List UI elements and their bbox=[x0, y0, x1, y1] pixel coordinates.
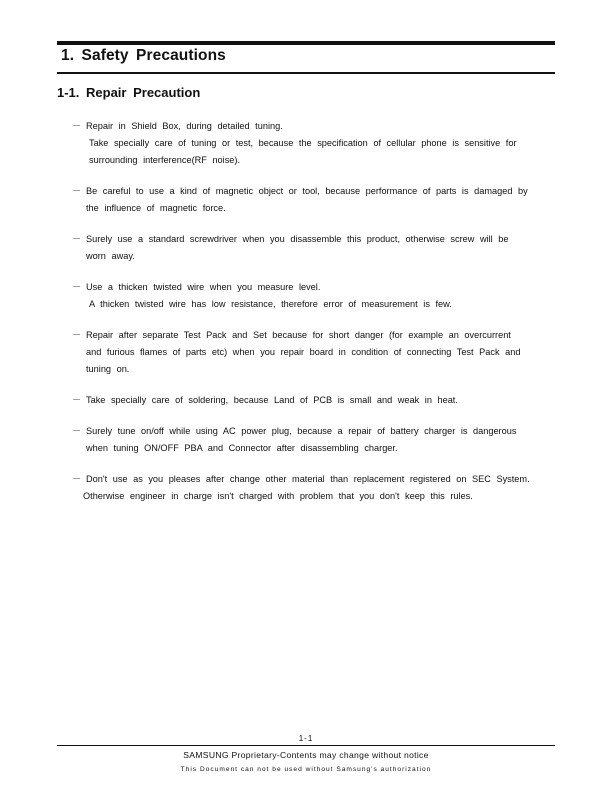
item-text-line: Take specially care of tuning or test, because the specification of cellular phone is sensitive for bbox=[89, 138, 517, 148]
list-item bbox=[70, 392, 555, 409]
item-text-line: Don't use as you pleases after change other material than replacement registered on SEC System. bbox=[86, 474, 530, 484]
item-text-line: Surely tune on/off while using AC power plug, because a repair of battery charger is dangerous bbox=[86, 426, 517, 436]
item-text-line: worn away. bbox=[86, 251, 135, 261]
item-text-line: tuning on. bbox=[86, 364, 130, 374]
item-text-line: A thicken twisted wire has low resistance, therefore error of measurement is few. bbox=[89, 299, 452, 309]
page-title: 1. Safety Precautions bbox=[61, 47, 226, 64]
list-item bbox=[70, 327, 555, 378]
list-item bbox=[70, 118, 555, 169]
item-text-line: when tuning ON/OFF PBA and Connector after disassembling charger. bbox=[86, 443, 398, 453]
item-text-line: the influence of magnetic force. bbox=[86, 203, 226, 213]
item-text-line: and furious flames of parts etc) when you repair board in condition of connecting Test Pack and bbox=[86, 347, 521, 357]
list-item bbox=[70, 423, 555, 457]
page-number: 1-1 bbox=[298, 734, 314, 743]
dash-bullet: － bbox=[72, 426, 82, 436]
item-text-line: Be careful to use a kind of magnetic object or tool, because performance of parts is damaged by bbox=[86, 186, 528, 196]
dash-bullet: － bbox=[72, 234, 82, 244]
item-text-line: Use a thicken twisted wire when you measure level. bbox=[86, 282, 321, 292]
precaution-list bbox=[70, 118, 555, 505]
dash-bullet: － bbox=[72, 395, 82, 405]
footer-authorization: This Document can not be used without Samsung's authorization bbox=[180, 766, 432, 773]
footer-notice: SAMSUNG Proprietary-Contents may change without notice bbox=[183, 750, 429, 760]
dash-bullet: － bbox=[72, 330, 82, 340]
item-text-line: surrounding interference(RF noise). bbox=[89, 155, 241, 165]
item-text-line: Otherwise engineer in charge isn't charged with problem that you don't keep this rules. bbox=[83, 491, 473, 501]
list-item bbox=[70, 231, 555, 265]
section-heading: 1-1. Repair Precaution bbox=[57, 85, 201, 100]
list-item bbox=[70, 471, 555, 505]
title-rule bbox=[57, 72, 555, 74]
footer-rule bbox=[57, 745, 555, 746]
dash-bullet: － bbox=[72, 186, 82, 196]
item-text-line: Repair after separate Test Pack and Set because for short danger (for example an overcurrent bbox=[86, 330, 511, 340]
item-text-line: Take specially care of soldering, because Land of PCB is small and weak in heat. bbox=[86, 395, 458, 405]
dash-bullet: － bbox=[72, 474, 82, 484]
top-rule bbox=[57, 41, 555, 45]
list-item bbox=[70, 279, 555, 313]
item-text-line: Surely use a standard screwdriver when you disassemble this product, otherwise screw will be bbox=[86, 234, 509, 244]
dash-bullet: － bbox=[72, 121, 82, 131]
item-text-line: Repair in Shield Box, during detailed tuning. bbox=[86, 121, 283, 131]
list-item bbox=[70, 183, 555, 217]
dash-bullet: － bbox=[72, 282, 82, 292]
